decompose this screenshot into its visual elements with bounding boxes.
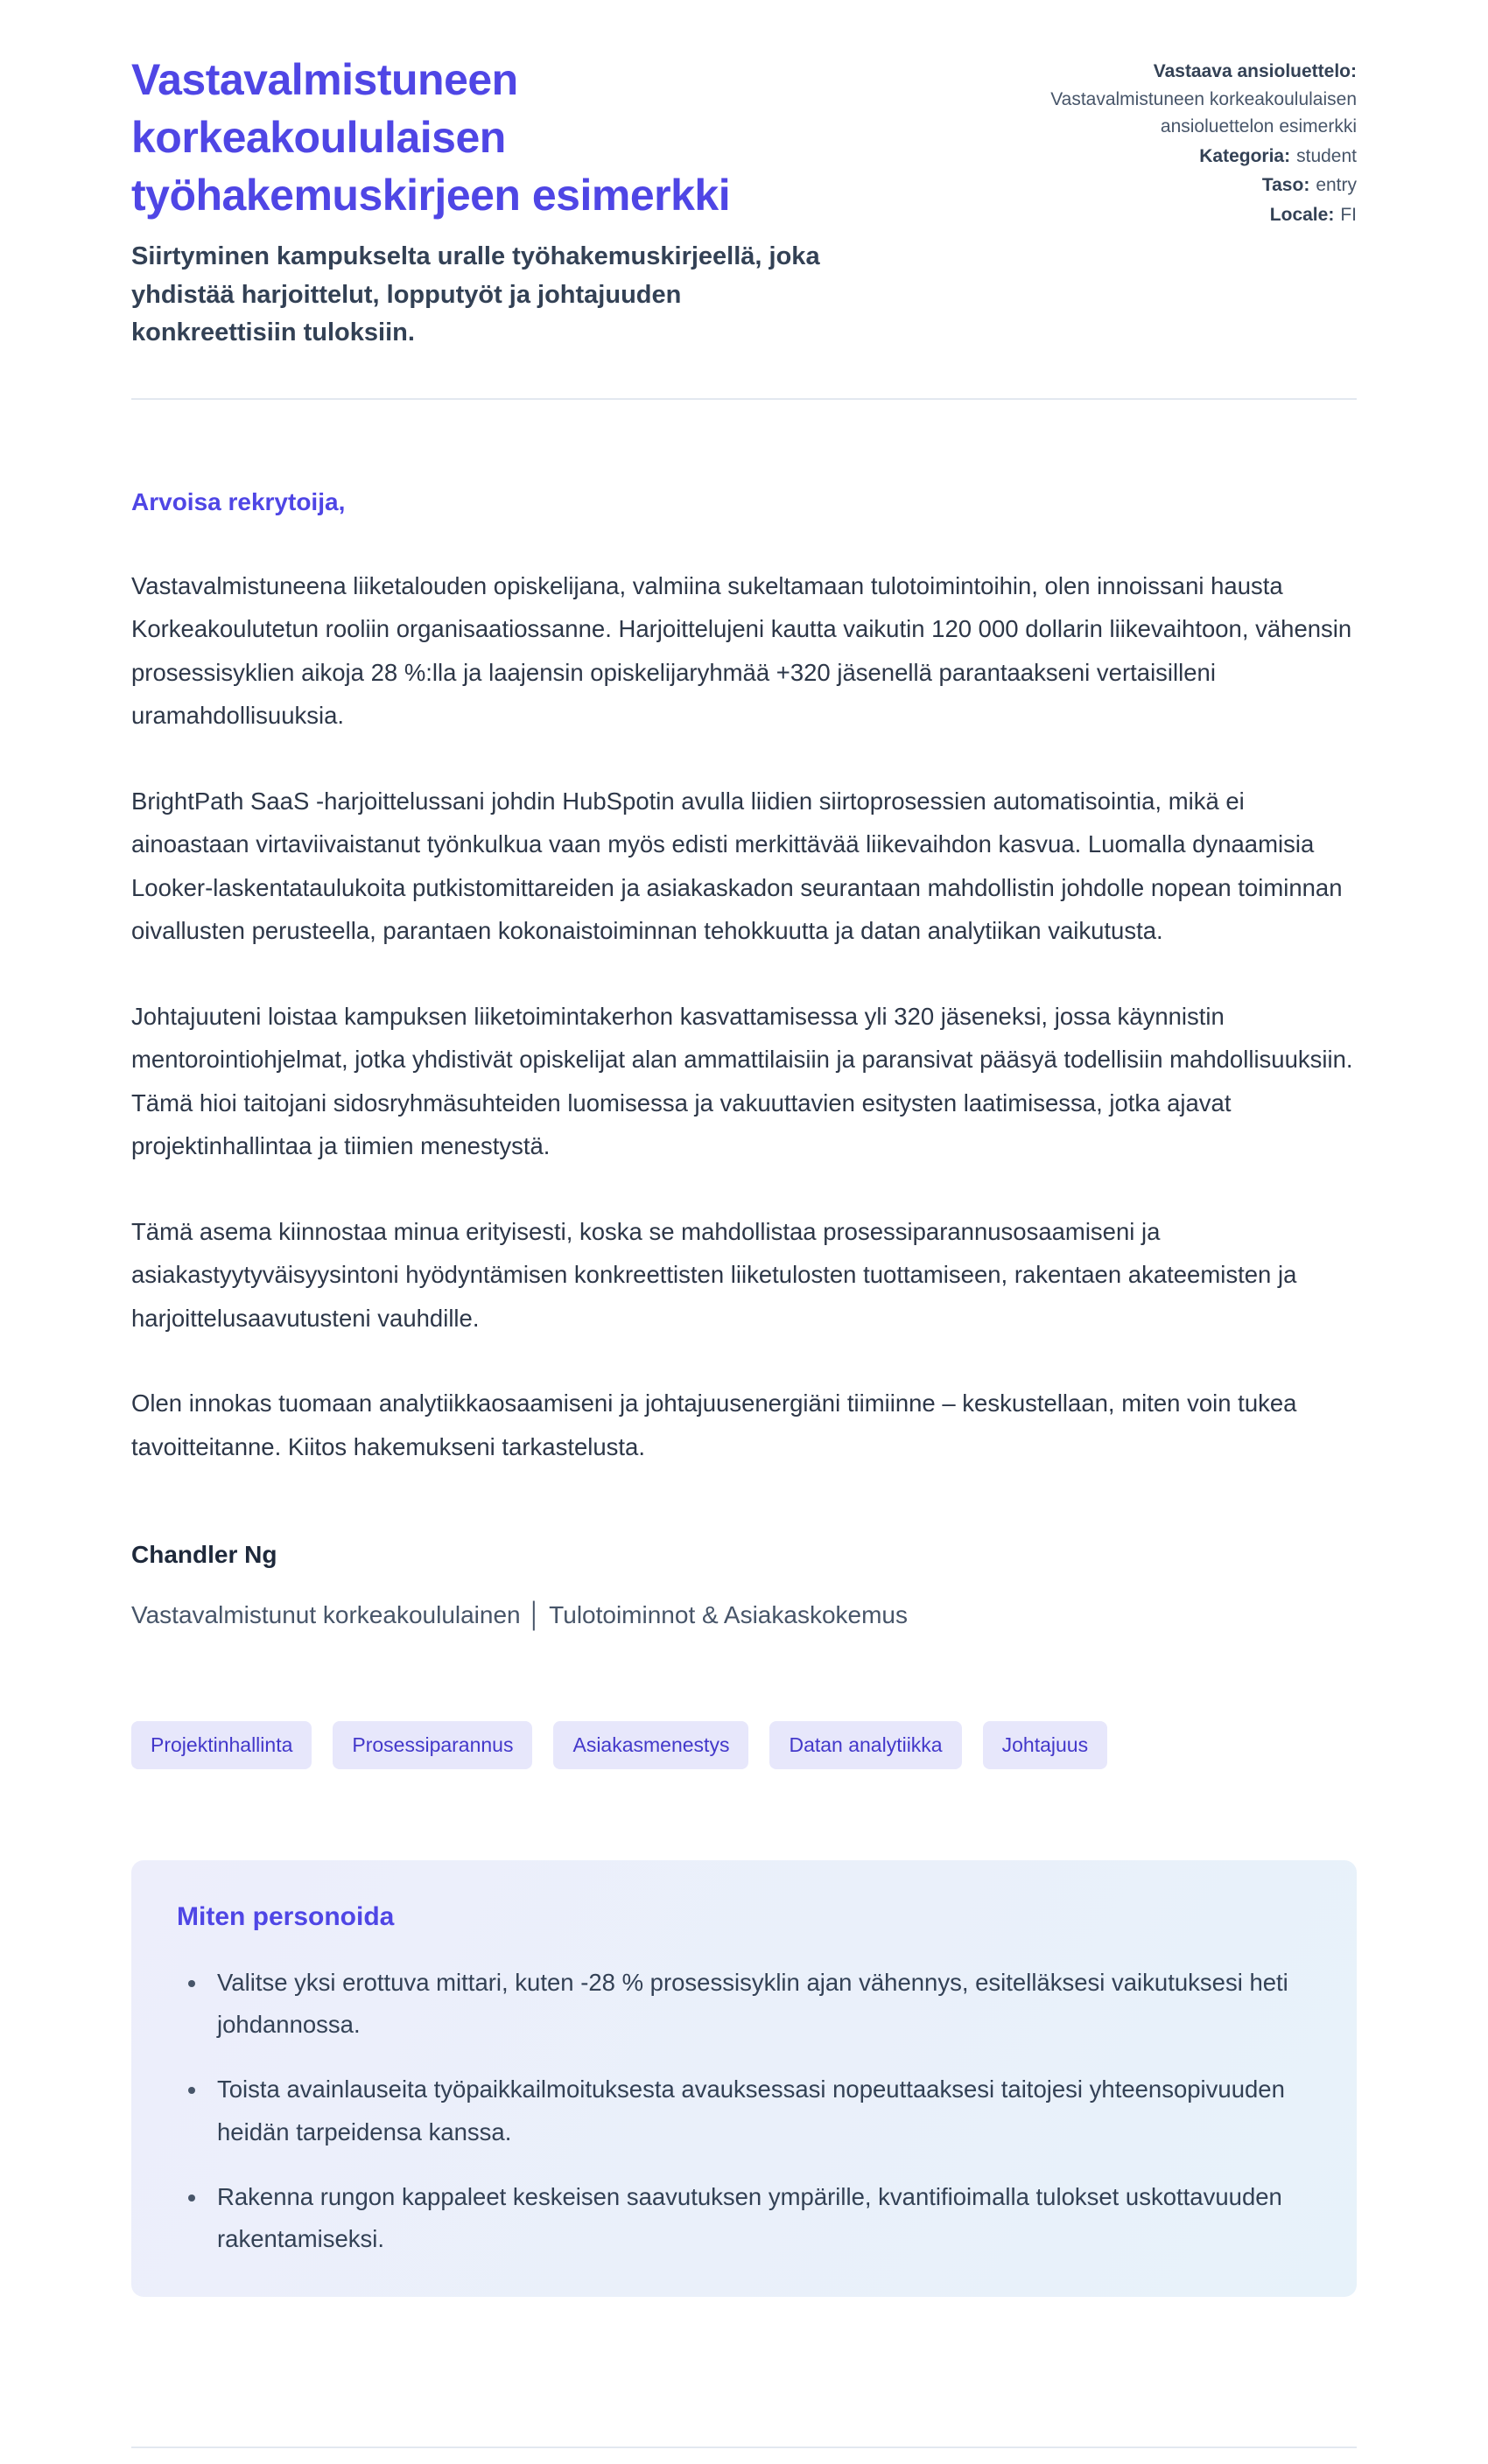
letter-paragraph: Olen innokas tuomaan analytiikkaosaamiseni ja johtajuusenergiäni tiimiinne – keskustellaan, miten voin tukea tavoitteitanne. Kiitos hakemukseni tarkastelusta. [131, 1390, 1297, 1460]
tag-chip-johtajuus[interactable]: Johtajuus [983, 1721, 1107, 1769]
tip-item: • Rakenna rungon kappaleet keskeisen saavutuksen ympärille, kvantifioimalla tulokset uskottavuuden rakentamiseksi. [208, 2176, 1311, 2260]
locale-row [1024, 201, 1357, 229]
header-divider [131, 398, 1357, 400]
letter-body [131, 480, 1357, 1638]
page-title-line-1: Vastavalmistuneen [131, 55, 518, 104]
letter-paragraph: BrightPath SaaS -harjoittelussani johdin HubSpotin avulla liidien siirtoprosessien automatisointia, mikä ei ainoastaan virtaviivaistanut työnkulkua vaan myös edisti merkittävää liikevaihdon kasvua. Luomalla dynaamisia Looker-laskentataulukoita putkistomittareiden ja asiakaskadon seurantaan mahdollistin johdolle nopean toiminnan oivallusten perusteella, parantaen kokonaistoiminnan tehokkuutta ja datan analytiikan vaikutusta. [131, 787, 1343, 945]
category-row [1024, 143, 1357, 171]
page-title [131, 51, 832, 224]
tag-chip-projektinhallinta[interactable]: Projektinhallinta [131, 1721, 312, 1769]
tag-chip-datan-analytiikka[interactable]: Datan analytiikka [769, 1721, 961, 1769]
category-value: student [1296, 145, 1357, 166]
tips-title: Miten personoida [177, 1902, 395, 1932]
cover-letter-page [131, 0, 1357, 2464]
letter-salutation: Arvoisa rekrytoija, [131, 487, 346, 515]
matching-resume-label: Vastaava ansioluettelo: [1153, 61, 1357, 81]
page-title-line-2: korkeakoululaisen [131, 113, 506, 162]
level-row [1024, 172, 1357, 200]
locale-value: FI [1340, 204, 1357, 225]
tip-item: • Toista avainlauseita työpaikkailmoituksesta avauksessasi nopeuttaaksesi taitojesi yhteensopivuuden heidän tarpeidensa kanssa. [208, 2068, 1311, 2152]
locale-label: Locale: [1269, 204, 1335, 225]
page-header [131, 51, 1357, 353]
letter-paragraph: Johtajuuteni loistaa kampuksen liiketoimintakerhon kasvattamisessa yli 320 jäseneksi, jossa käynnistin mentorointiohjelmat, jotka yhdistivät opiskelijat alan ammattilaisiin ja paransivat pääsyä todellisiin mahdollisuuksiin. Tämä hioi taitojani sidosryhmäsuhteiden luomisessa ja vakuuttavien esitysten laatimisessa, jotka ajavat projektinhallintaa ja tiimien menestystä. [131, 1002, 1353, 1160]
page-title-line-3: työhakemuskirjeen esimerkki [131, 171, 731, 220]
letter-paragraph: Vastavalmistuneena liiketalouden opiskelijana, valmiina sukeltamaan tulotoimintoihin, olen innoissani hausta Korkeakoulutetun rooliin organisaatiossanne. Harjoittelujeni kautta vaikutin 120 000 dollarin liikevaihtoon, vähensin prosessisyklien aikoja 28 %:lla ja laajensin opiskelijaryhmää +320 jäsenellä parantaakseni vertaisilleni uramahdollisuuksia. [131, 571, 1352, 730]
tip-item: • Valitse yksi erottuva mittari, kuten -28 % prosessisyklin ajan vähennys, esitelläksesi vaikutuksesi heti johdannossa. [208, 1962, 1311, 2046]
header-title-block [131, 51, 832, 353]
meta-panel [1024, 51, 1357, 228]
tag-chip-asiakasmenestys[interactable]: Asiakasmenestys [553, 1721, 748, 1769]
tips-list [177, 1962, 1311, 2260]
letter-paragraph: Tämä asema kiinnostaa minua erityisesti, koska se mahdollistaa prosessiparannusosaamiseni ja asiakastyytyväisyysintoni hyödyntämisen konkreettisten liiketulosten tuottamiseen, rakentaen akateemisten ja harjoittelusaavutusteni vauhdille. [131, 1217, 1297, 1332]
level-value: entry [1316, 175, 1357, 195]
tips-box [131, 1860, 1357, 2297]
matching-resume-value: Vastavalmistuneen korkeakoululaisen ansioluettelon esimerkki [1050, 88, 1357, 136]
signature-role: Vastavalmistunut korkeakoululainen │ Tulotoiminnot & Asiakaskokemus [131, 1600, 908, 1628]
page-subtitle: Siirtyminen kampukselta uralle työhakemuskirjeellä, joka yhdistää harjoittelut, lopputyöt ja johtajuuden konkreettisiin tuloksiin. [131, 242, 820, 346]
level-label: Taso: [1261, 175, 1310, 195]
signature-name: Chandler Ng [131, 1541, 277, 1569]
tag-chip-prosessiparannus[interactable]: Prosessiparannus [333, 1721, 532, 1769]
bottom-divider [131, 2446, 1357, 2448]
tag-list [131, 1721, 1357, 1769]
category-label: Kategoria: [1199, 145, 1291, 166]
